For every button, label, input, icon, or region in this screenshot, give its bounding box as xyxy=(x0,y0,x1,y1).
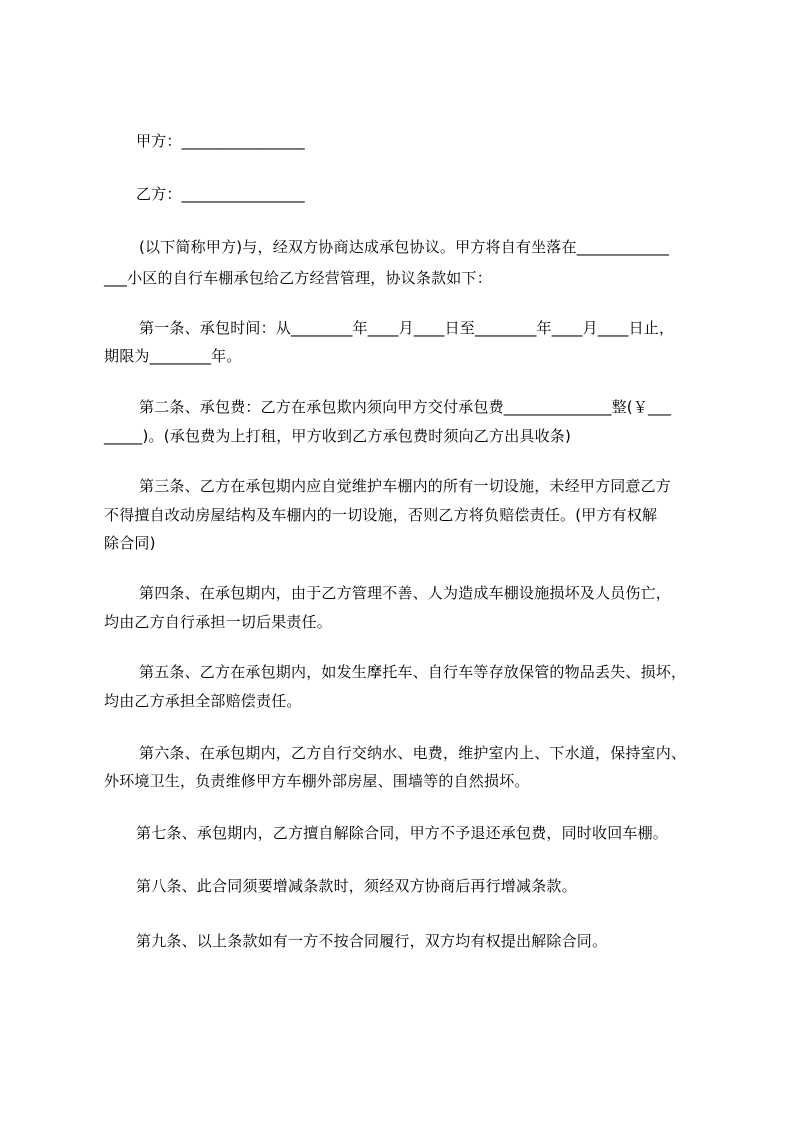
clause5-line-1: 第五条、乙方在承包期内，如发生摩托车、自行车等存放保管的物品丢失、损坏， xyxy=(139,663,687,681)
clause4-line-2: 均由乙方自行承担一切后果责任。 xyxy=(104,613,333,631)
clause7-line: 第七条、承包期内，乙方擅自解除合同，甲方不予退还承包费，同时收回车棚。 xyxy=(136,824,669,842)
clause3-line-2: 不得擅自改动房屋结构及车棚内的一切设施，否则乙方将负赔偿责任。(甲方有权解 xyxy=(104,506,658,524)
intro-line-2: ___小区的自行车棚承包给乙方经营管理，协议条款如下： xyxy=(104,269,492,287)
clause6-line-2: 外环境卫生，负责维修甲方车棚外部房屋、围墙等的自然损坏。 xyxy=(104,772,530,790)
clause8-line: 第八条、此合同须要增减条款时，须经双方协商后再行增减条款。 xyxy=(136,877,577,895)
clause3-line-1: 第三条、乙方在承包期内应自觉维护车棚内的所有一切设施，未经甲方同意乙方 xyxy=(139,477,672,495)
clause3-line-3: 除合同) xyxy=(104,534,156,552)
clause1-line-2: 期限为________年。 xyxy=(104,347,242,365)
intro-line-1: (以下简称甲方)与，经双方协商达成承包协议。甲方将自有坐落在____________ xyxy=(139,238,670,256)
clause1-line-1: 第一条、承包时间：从________年____月____日至________年____月____日止， xyxy=(139,319,675,337)
party-b-line: 乙方：________________ xyxy=(136,185,305,203)
clause5-line-2: 均由乙方承担全部赔偿责任。 xyxy=(104,692,302,710)
clause6-line-1: 第六条、在承包期内，乙方自行交纳水、电费，维护室内上、下水道，保持室内、 xyxy=(139,744,687,762)
clause2-line-1: 第二条、承包费：乙方在承包欺内须向甲方交付承包费______________整(￥___ xyxy=(139,398,672,416)
clause9-line: 第九条、以上条款如有一方不按合同履行，双方均有权提出解除合同。 xyxy=(136,932,608,950)
party-a-line: 甲方：________________ xyxy=(136,132,305,150)
clause4-line-1: 第四条、在承包期内，由于乙方管理不善、人为造成车棚设施损坏及人员伤亡， xyxy=(139,584,672,602)
clause2-line-2: _____)。(承包费为上打租，甲方收到乙方承包费时须向乙方出具收条) xyxy=(104,427,572,445)
